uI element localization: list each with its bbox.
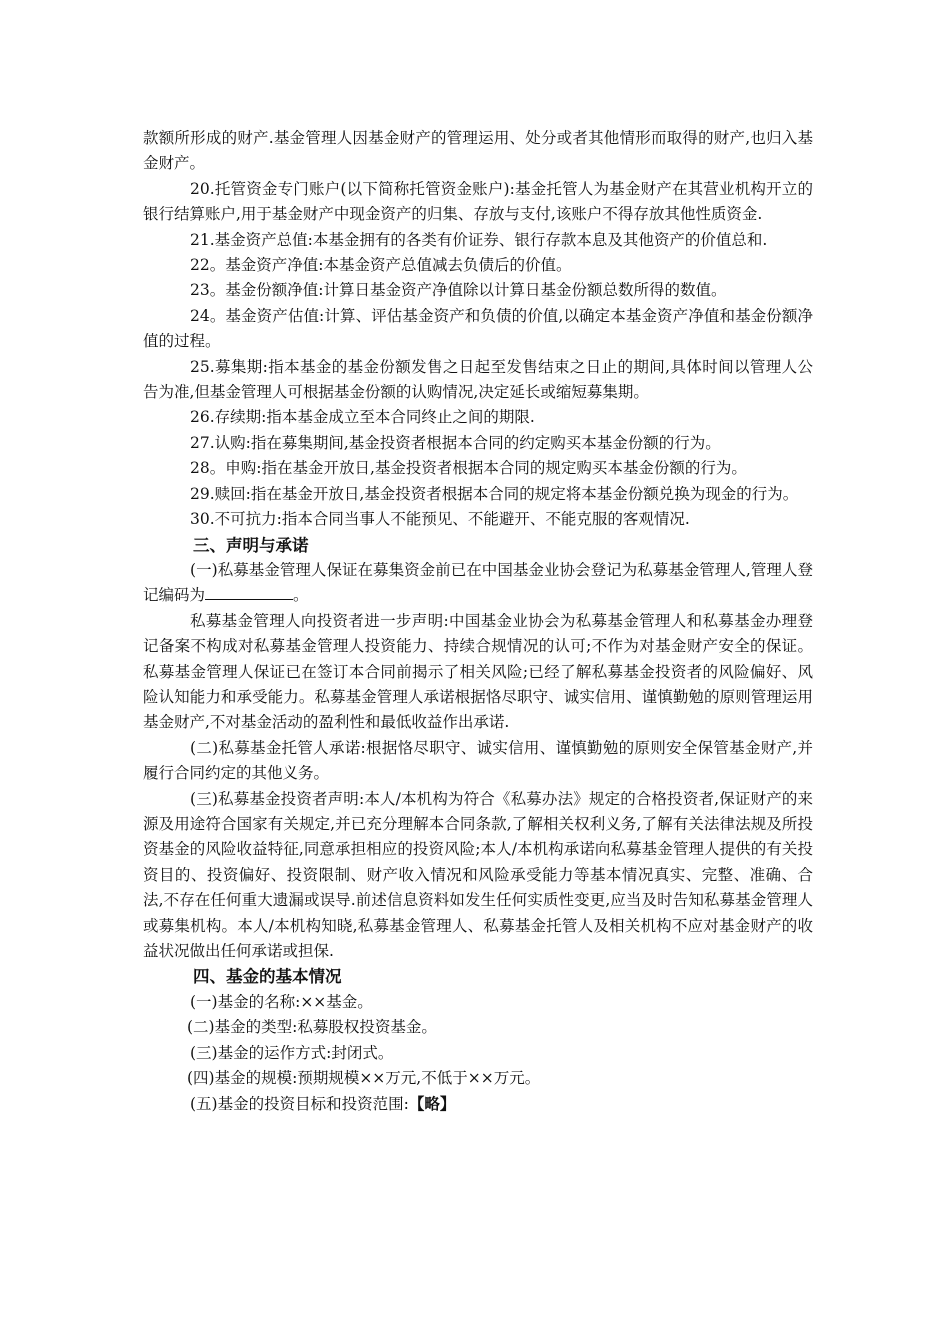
fund-investment-scope-text: (五)基金的投资目标和投资范围: bbox=[190, 1095, 409, 1114]
definition-26: 26.存续期:指本基金成立至本合同终止之间的期限. bbox=[190, 408, 535, 427]
definition-21: 21.基金资产总值:本基金拥有的各类有价证券、银行存款本息及其他资产的价值总和. bbox=[190, 230, 768, 249]
paragraph-continuation: 款额所形成的财产.基金管理人因基金财产的管理运用、处分或者其他情形而取得的财产,也归入基金财产。 bbox=[143, 129, 813, 173]
fund-operation-mode: (三)基金的运作方式:封闭式。 bbox=[190, 1043, 394, 1062]
omitted-marker: 【略】 bbox=[408, 1094, 456, 1114]
manager-guarantee-text: (一)私募基金管理人保证在募集资金前已在中国基金业协会登记为私募基金管理人,管理人登记编码为 bbox=[143, 560, 813, 605]
fund-scale: (四)基金的规模:预期规模××万元,不低于××万元。 bbox=[187, 1069, 541, 1088]
definition-28: 28。申购:指在基金开放日,基金投资者根据本合同的规定购买本基金份额的行为。 bbox=[190, 459, 747, 478]
manager-guarantee-end: 。 bbox=[293, 586, 309, 605]
fund-type: (二)基金的类型:私募股权投资基金。 bbox=[187, 1018, 437, 1037]
registration-code-blank bbox=[205, 584, 293, 600]
section-heading-4: 四、基金的基本情况 bbox=[193, 967, 342, 987]
definition-23: 23。基金份额净值:计算日基金资产净值除以计算日基金份额总数所得的数值。 bbox=[190, 281, 727, 300]
definition-30: 30.不可抗力:指本合同当事人不能预见、不能避开、不能克服的客观情况. bbox=[190, 510, 690, 529]
document-body bbox=[143, 126, 813, 1118]
investor-declaration: (三)私募基金投资者声明:本人/本机构为符合《私募办法》规定的合格投资者,保证财产的来源及用途符合国家有关规定,并已充分理解本合同条款,了解相关权利义务,了解有关法律法规及所投资基金的风险收益特征,同意承担相应的投资风险;本人/本机构承诺向私募基金管理人提供的有关投资目的、投资偏好、投资限制、财产收入情况和风险承受能力等基本情况真实、完整、准确、合法,不存在任何重大遗漏或误导.前述信息资料如发生任何实质性变更,应当及时告知私募基金管理人或募集机构。本人/本机构知晓,私募基金管理人、私募基金托管人及相关机构不应对基金财产的收益状况做出任何承诺或担保. bbox=[143, 789, 813, 960]
definition-27: 27.认购:指在募集期间,基金投资者根据本合同的约定购买本基金份额的行为。 bbox=[190, 433, 721, 452]
definition-25: 25.募集期:指本基金的基金份额发售之日起至发售结束之日止的期间,具体时间以管理人公告为准,但基金管理人可根据基金份额的认购情况,决定延长或缩短募集期。 bbox=[143, 357, 813, 402]
definition-20: 20.托管资金专门账户(以下简称托管资金账户):基金托管人为基金财产在其营业机构开立的银行结算账户,用于基金财产中现金资产的归集、存放与支付,该账户不得存放其他性质资金. bbox=[143, 179, 813, 224]
definition-24: 24。基金资产估值:计算、评估基金资产和负债的价值,以确定本基金资产净值和基金份额净值的过程。 bbox=[143, 306, 813, 351]
definition-29: 29.赎回:指在基金开放日,基金投资者根据本合同的规定将本基金份额兑换为现金的行为。 bbox=[190, 484, 799, 503]
custodian-commitment: (二)私募基金托管人承诺:根据恪尽职守、诚实信用、谨慎勤勉的原则安全保管基金财产,并履行合同约定的其他义务。 bbox=[143, 738, 813, 783]
section-heading-3: 三、声明与承诺 bbox=[193, 535, 309, 555]
manager-declaration: 私募基金管理人向投资者进一步声明:中国基金业协会为私募基金管理人和私募基金办理登记备案不构成对私募基金管理人投资能力、持续合规情况的认可;不作为对基金财产安全的保证。私募基金管理人保证已在签订本合同前揭示了相关风险;已经了解私募基金投资者的风险偏好、风险认知能力和承受能力。私募基金管理人承诺根据恪尽职守、诚实信用、谨慎勤勉的原则管理运用基金财产,不对基金活动的盈利性和最低收益作出承诺. bbox=[143, 611, 813, 732]
fund-name: (一)基金的名称:××基金。 bbox=[190, 992, 373, 1011]
definition-22: 22。基金资产净值:本基金资产总值减去负债后的价值。 bbox=[190, 256, 572, 275]
fund-investment-scope bbox=[143, 1091, 813, 1117]
manager-guarantee bbox=[143, 558, 813, 609]
